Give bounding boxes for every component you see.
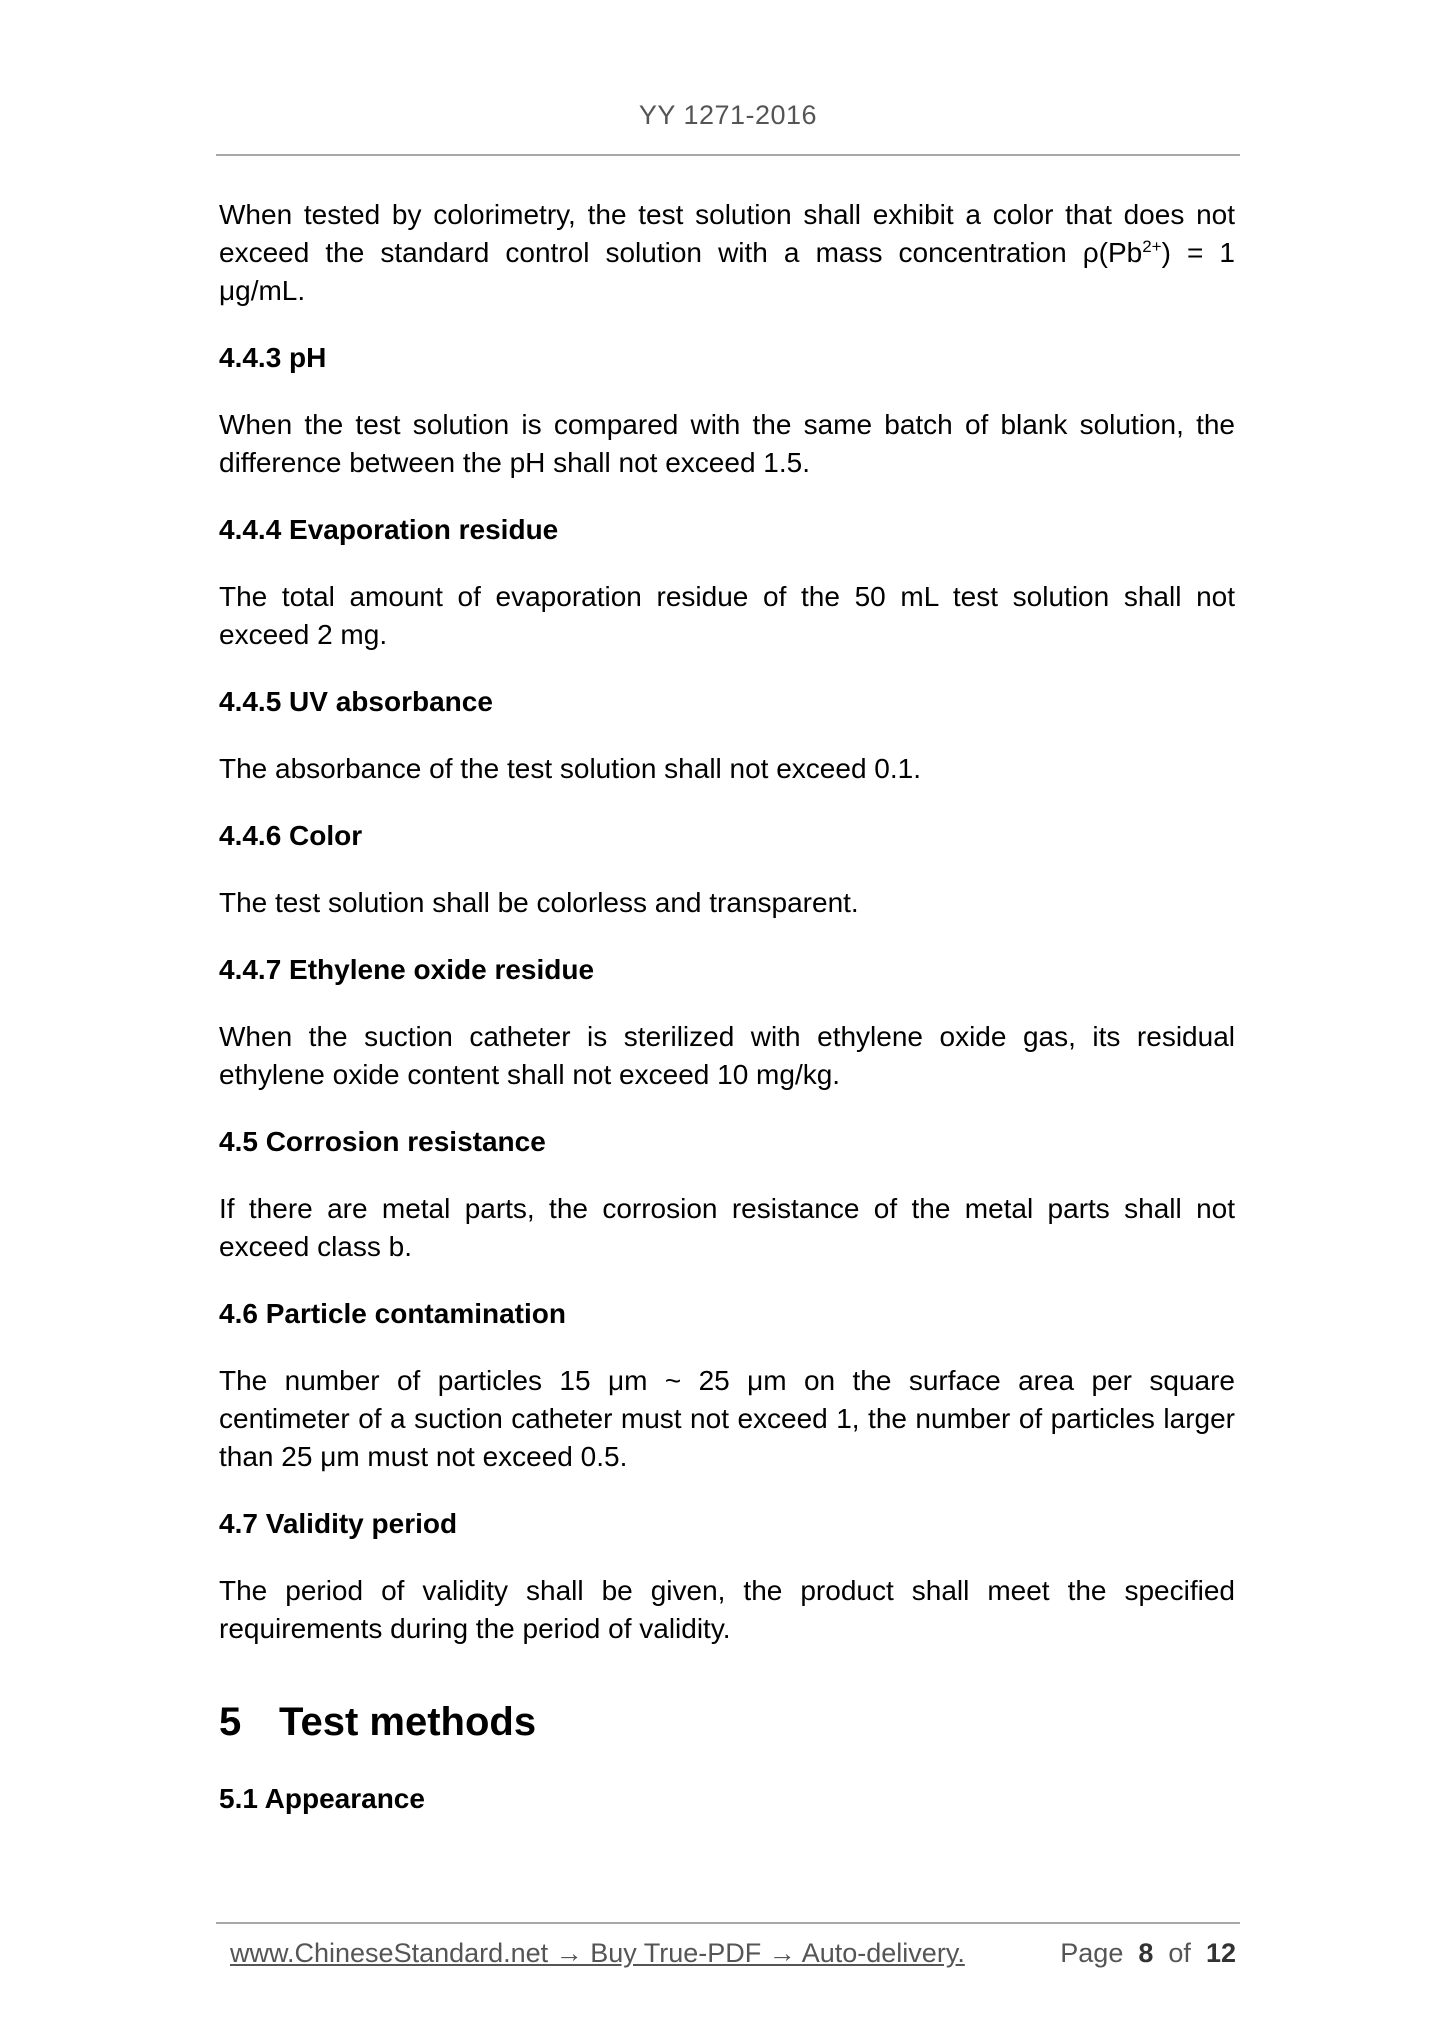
section-heading-4-5: 4.5 Corrosion resistance bbox=[219, 1126, 546, 1157]
colorimetry-paragraph bbox=[219, 196, 1235, 310]
section-heading-4-4-3: 4.4.3 pH bbox=[219, 342, 327, 373]
document-id-header: YY 1271-2016 bbox=[638, 100, 818, 130]
section-heading-4-4-7: 4.4.7 Ethylene oxide residue bbox=[219, 954, 595, 985]
header-divider bbox=[216, 154, 1240, 156]
section-paragraph-4-7: The period of validity shall be given, the product shall meet the specified requirements during the period of validity. bbox=[219, 1575, 1235, 1644]
section-paragraph-4-4-7: When the suction catheter is sterilized with ethylene oxide gas, its residual ethylene oxide content shall not exceed 10 mg/kg. bbox=[219, 1021, 1235, 1090]
purchase-link[interactable]: www.ChineseStandard.net → Buy True-PDF → Auto-delivery. bbox=[230, 1938, 965, 1968]
page-of-label: of bbox=[1168, 1938, 1191, 1968]
colorimetry-text-suffix: ) = 1 μg/mL. bbox=[219, 237, 1235, 306]
section-paragraph-4-6: The number of particles 15 μm ~ 25 μm on the surface area per square centimeter of a suction catheter must not exceed 1, the number of particles larger than 25 μm must not exceed 0.5. bbox=[219, 1365, 1235, 1472]
document-body bbox=[219, 196, 1235, 1818]
lead-ion-charge: 2+ bbox=[1142, 237, 1162, 256]
page-footer bbox=[230, 1938, 1236, 1969]
section-paragraph-4-5: If there are metal parts, the corrosion resistance of the metal parts shall not exceed class b. bbox=[219, 1193, 1235, 1262]
section-paragraph-4-4-6: The test solution shall be colorless and transparent. bbox=[219, 887, 859, 918]
footer-divider bbox=[216, 1922, 1240, 1924]
colorimetry-text-prefix: When tested by colorimetry, the test solution shall exhibit a color that does not exceed the standard control solution with a mass concentration ρ(Pb bbox=[219, 199, 1235, 268]
chapter-number: 5 bbox=[219, 1700, 242, 1744]
page-indicator bbox=[1060, 1938, 1236, 1969]
page-current: 8 bbox=[1138, 1938, 1154, 1968]
page-total: 12 bbox=[1205, 1938, 1236, 1968]
chapter-title: Test methods bbox=[279, 1700, 537, 1744]
page-label: Page bbox=[1060, 1938, 1124, 1968]
section-heading-4-4-5: 4.4.5 UV absorbance bbox=[219, 686, 493, 717]
section-heading-4-7: 4.7 Validity period bbox=[219, 1508, 458, 1539]
section-heading-4-4-6: 4.4.6 Color bbox=[219, 820, 363, 851]
section-heading-4-4-4: 4.4.4 Evaporation residue bbox=[219, 514, 559, 545]
section-heading-4-6: 4.6 Particle contamination bbox=[219, 1298, 566, 1329]
section-paragraph-4-4-3: When the test solution is compared with the same batch of blank solution, the difference between the pH shall not exceed 1.5. bbox=[219, 409, 1235, 478]
section-paragraph-4-4-5: The absorbance of the test solution shall not exceed 0.1. bbox=[219, 753, 922, 784]
section-paragraph-4-4-4: The total amount of evaporation residue of the 50 mL test solution shall not exceed 2 mg. bbox=[219, 581, 1235, 650]
chapter-heading-5 bbox=[219, 1698, 1235, 1746]
section-heading-5-1: 5.1 Appearance bbox=[219, 1783, 425, 1814]
